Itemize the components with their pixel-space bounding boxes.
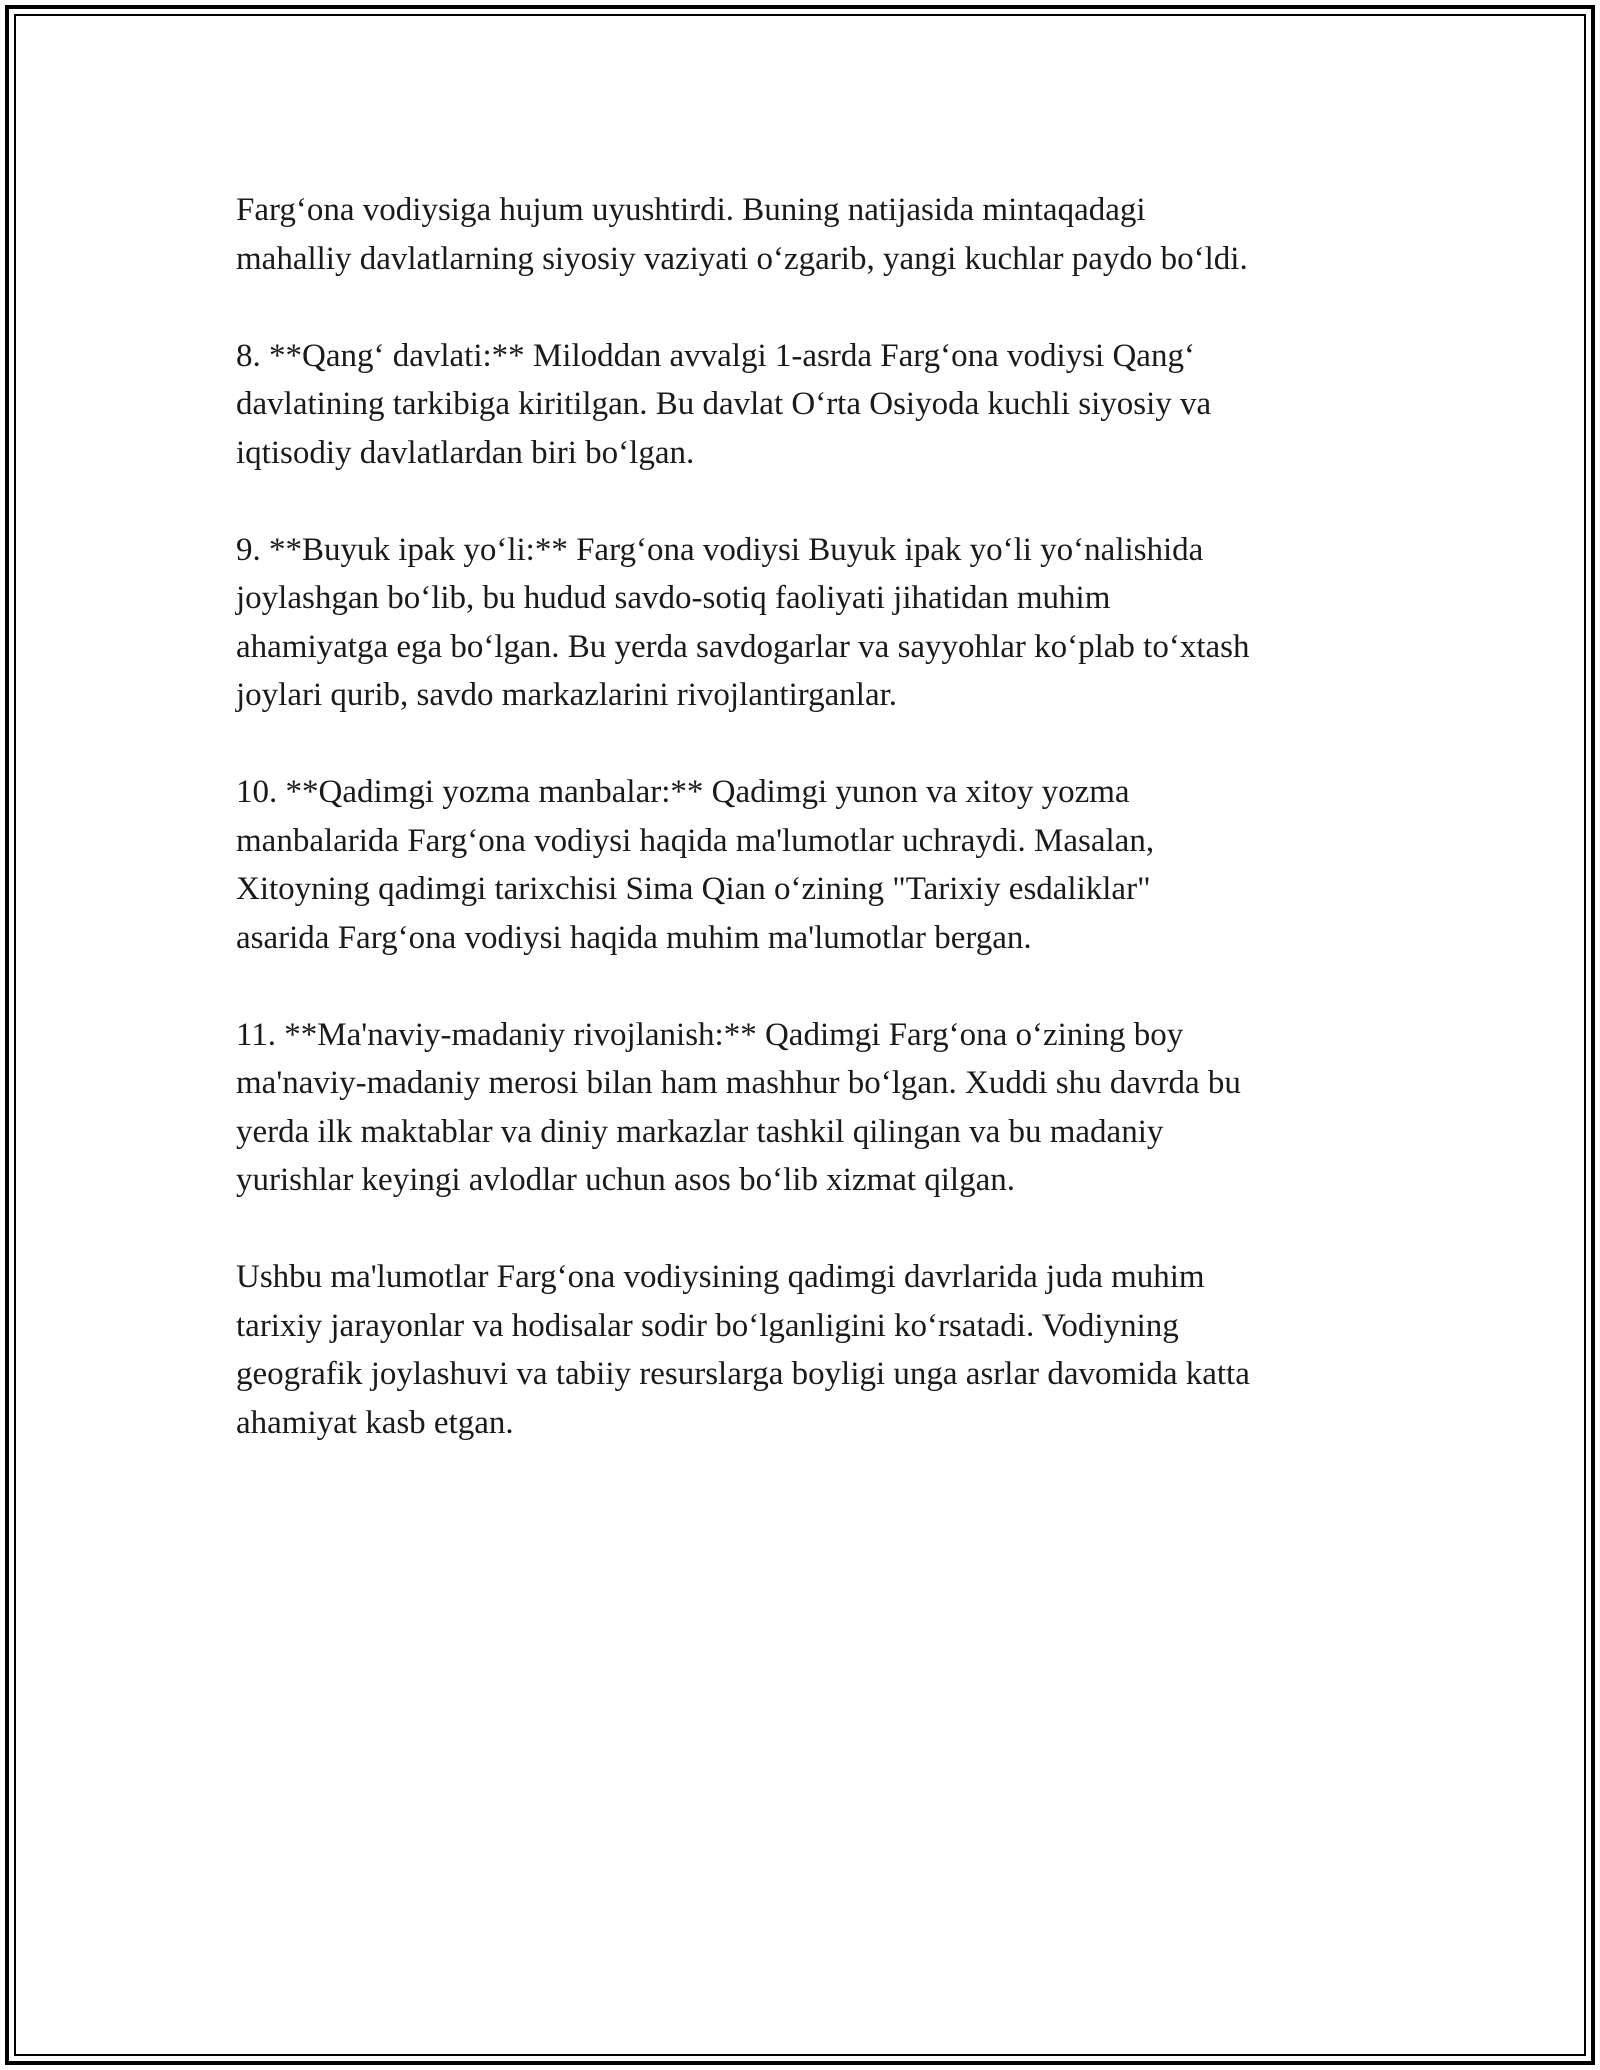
paragraph-item-10 [236, 768, 1396, 962]
text-line: tarixiy jarayonlar va hodisalar sodir bo‘lganligini ko‘rsatadi. Vodiyning [236, 1307, 1179, 1344]
text-line: asarida Farg‘ona vodiysi haqida muhim ma'lumotlar bergan. [236, 919, 1032, 956]
text-line: 11. **Ma'naviy-madaniy rivojlanish:** Qadimgi Farg‘ona o‘zining boy [236, 1016, 1184, 1053]
paragraph-item-9 [236, 526, 1396, 720]
text-line: ma'naviy-madaniy merosi bilan ham mashhur bo‘lgan. Xuddi shu davrda bu [236, 1065, 1241, 1101]
paragraph-item-11 [236, 1011, 1396, 1205]
text-line: joylari qurib, savdo markazlarini rivojlantirganlar. [236, 677, 898, 713]
text-line: manbalarida Farg‘ona vodiysi haqida ma'lumotlar uchraydi. Masalan, [236, 822, 1155, 859]
text-line: Ushbu ma'lumotlar Farg‘ona vodiysining qadimgi davrlarida juda muhim [236, 1259, 1205, 1295]
document-body [236, 186, 1396, 1447]
text-line: Farg‘ona vodiysiga hujum uyushtirdi. Buning natijasida mintaqadagi [236, 192, 1146, 228]
text-line: mahalliy davlatlarning siyosiy vaziyati o‘zgarib, yangi kuchlar paydo bo‘ldi. [236, 240, 1248, 277]
text-line: Xitoyning qadimgi tarixchisi Sima Qian o‘zining "Tarixiy esdaliklar" [236, 871, 1151, 907]
text-line: ahamiyatga ega bo‘lgan. Bu yerda savdogarlar va sayyohlar ko‘plab to‘xtash [236, 628, 1250, 665]
text-line: joylashgan bo‘lib, bu hudud savdo-sotiq faoliyati jihatidan muhim [236, 580, 1111, 616]
text-line: geografik joylashuvi va tabiiy resurslarga boyligi unga asrlar davomida katta [236, 1356, 1250, 1392]
paragraph-item-8 [236, 332, 1396, 478]
text-line: yurishlar keyingi avlodlar uchun asos bo‘lib xizmat qilgan. [236, 1162, 1015, 1198]
text-line: davlatining tarkibiga kiritilgan. Bu davlat O‘rta Osiyoda kuchli siyosiy va [236, 386, 1212, 422]
text-line: ahamiyat kasb etgan. [236, 1404, 514, 1441]
text-line: 10. **Qadimgi yozma manbalar:** Qadimgi yunon va xitoy yozma [236, 774, 1130, 810]
paragraph-intro-continuation [236, 186, 1396, 283]
text-line: iqtisodiy davlatlardan biri bo‘lgan. [236, 434, 695, 471]
text-line: yerda ilk maktablar va diniy markazlar tashkil qilingan va bu madaniy [236, 1113, 1164, 1150]
text-line: 9. **Buyuk ipak yo‘li:** Farg‘ona vodiysi Buyuk ipak yo‘li yo‘nalishida [236, 531, 1204, 568]
paragraph-conclusion [236, 1253, 1396, 1447]
text-line: 8. **Qang‘ davlati:** Miloddan avvalgi 1-asrda Farg‘ona vodiysi Qang‘ [236, 337, 1195, 374]
